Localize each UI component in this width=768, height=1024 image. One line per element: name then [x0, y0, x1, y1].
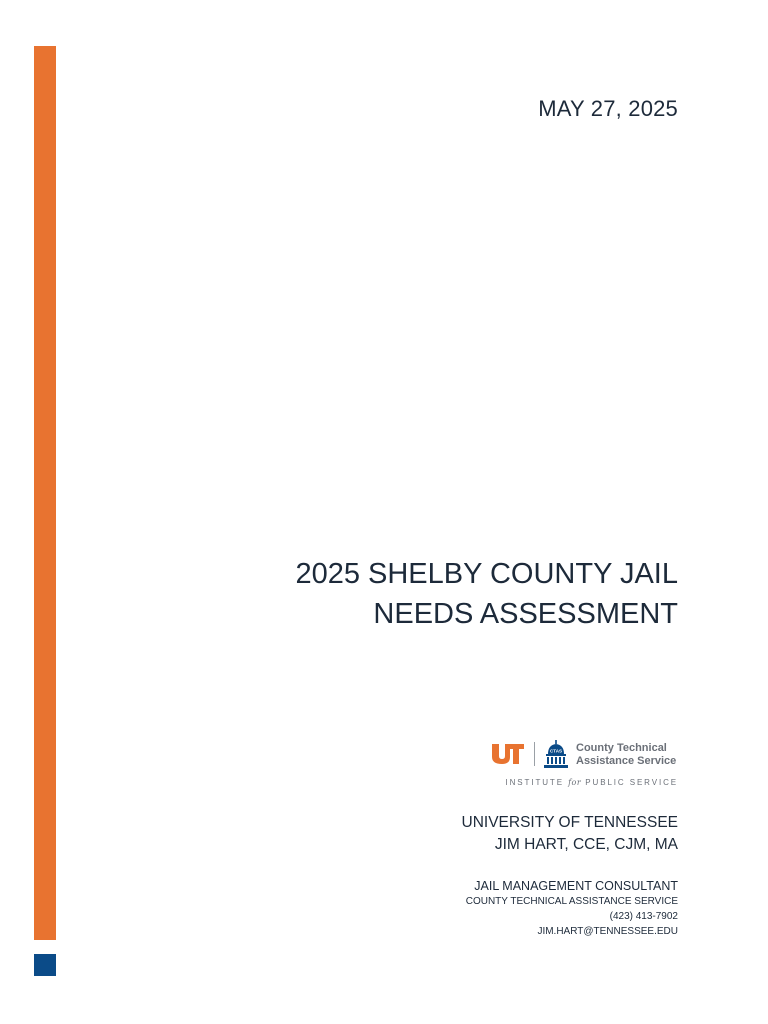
title-line-1: 2025 SHELBY COUNTY JAIL — [295, 558, 678, 590]
ctas-name — [576, 742, 676, 768]
document-title — [295, 554, 678, 634]
title-line-2: NEEDS ASSESSMENT — [373, 598, 678, 630]
document-date: MAY 27, 2025 — [538, 96, 678, 121]
institute-tagline-post: PUBLIC SERVICE — [581, 778, 678, 787]
author-block — [462, 812, 678, 856]
logo-top-row — [490, 738, 678, 770]
author-email: JIM.HART@TENNESSEE.EDU — [537, 926, 678, 937]
author-phone: (423) 413-7902 — [609, 911, 678, 922]
institute-tagline-pre: INSTITUTE — [505, 778, 569, 787]
author-role: JAIL MANAGEMENT CONSULTANT — [474, 879, 678, 893]
author-organization: COUNTY TECHNICAL ASSISTANCE SERVICE — [465, 896, 678, 907]
ut-logo-icon — [492, 744, 524, 764]
author-name: JIM HART, CCE, CJM, MA — [494, 836, 678, 853]
logo-divider — [534, 742, 535, 766]
contact-block — [466, 878, 678, 939]
institute-tagline — [490, 778, 678, 787]
ctas-name-line-2: Assistance Service — [576, 755, 677, 767]
ctas-logo — [490, 738, 678, 792]
blue-accent-square — [34, 954, 56, 976]
seal-text: CTAS — [550, 748, 562, 754]
orange-accent-bar — [34, 46, 56, 940]
institute-tagline-for: for — [568, 778, 582, 787]
ctas-name-line-1: County Technical — [576, 742, 667, 754]
capitol-dome-seal-icon — [544, 740, 568, 768]
author-university: UNIVERSITY OF TENNESSEE — [461, 814, 678, 831]
